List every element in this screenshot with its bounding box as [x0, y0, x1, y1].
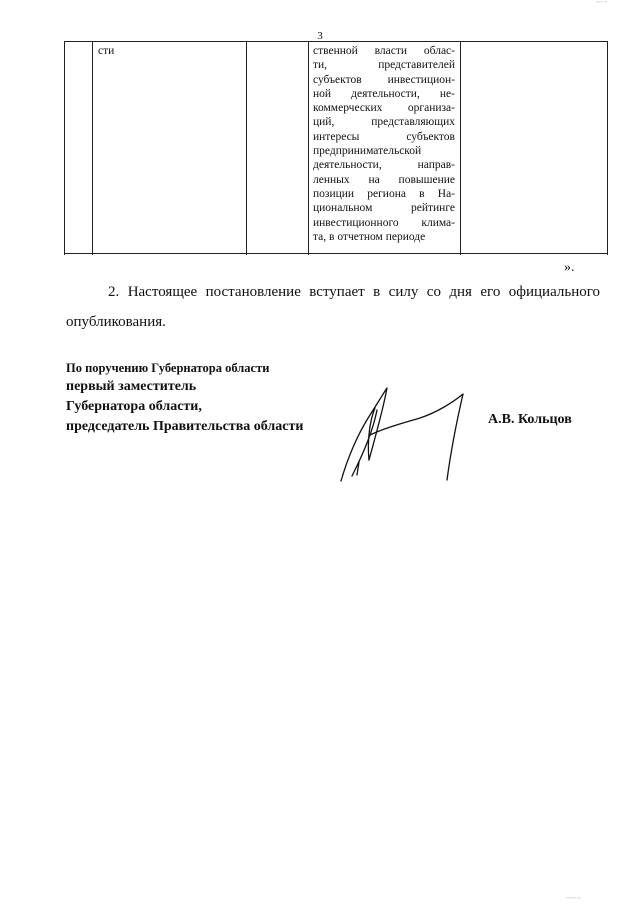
table-column-divider: [460, 42, 461, 255]
paragraph-line: опубликования.: [66, 314, 166, 330]
paragraph-line: 2. Настоящее постановление вступает в силу со дня его официального: [108, 284, 600, 300]
closing-quote: ».: [564, 260, 575, 275]
table-column-divider: [246, 42, 247, 255]
handwritten-signature: [325, 380, 485, 490]
signer-title-line: первый заместитель: [66, 379, 197, 394]
cell-line: ственной власти облас-: [313, 45, 455, 57]
cell-line: коммерческих организа-: [313, 102, 455, 115]
cell-line: ной деятельности, не-: [313, 87, 455, 100]
cell-line: ленных на повышение: [313, 173, 455, 186]
cell-line: субъектов инвестицион-: [313, 73, 455, 86]
scan-corner-mark: ~~ ~: [596, 0, 608, 6]
scan-corner-mark: ~~~ ~: [566, 896, 581, 902]
page-number: 3: [317, 30, 323, 42]
signer-title-line: Губернатора области,: [66, 399, 202, 414]
table-cell-indicator: сти: [98, 45, 115, 57]
table-cell-description: [313, 44, 455, 244]
table-column-divider: [92, 42, 93, 255]
cell-line: ций, представляющих: [313, 116, 455, 129]
signer-name: А.В. Кольцов: [488, 412, 572, 427]
cell-line: ти, представителей: [313, 59, 455, 72]
signer-authority-line: По поручению Губернатора области: [66, 361, 270, 375]
table-column-divider: [308, 42, 309, 255]
cell-line: предпринимательской: [313, 145, 422, 158]
paragraph-2: [66, 277, 600, 337]
cell-line: циональном рейтинге: [313, 202, 455, 215]
cell-line: та, в отчетном периоде: [313, 230, 426, 243]
table-bottom-border: [64, 253, 607, 254]
cell-line: инвестиционного клима-: [313, 216, 455, 229]
signature-block: [66, 359, 303, 437]
signer-title-line: председатель Правительства области: [66, 419, 304, 434]
cell-line: интересы субъектов: [313, 130, 455, 143]
cell-line: деятельности, направ-: [313, 159, 455, 172]
cell-line: позиции региона в На-: [313, 187, 455, 200]
